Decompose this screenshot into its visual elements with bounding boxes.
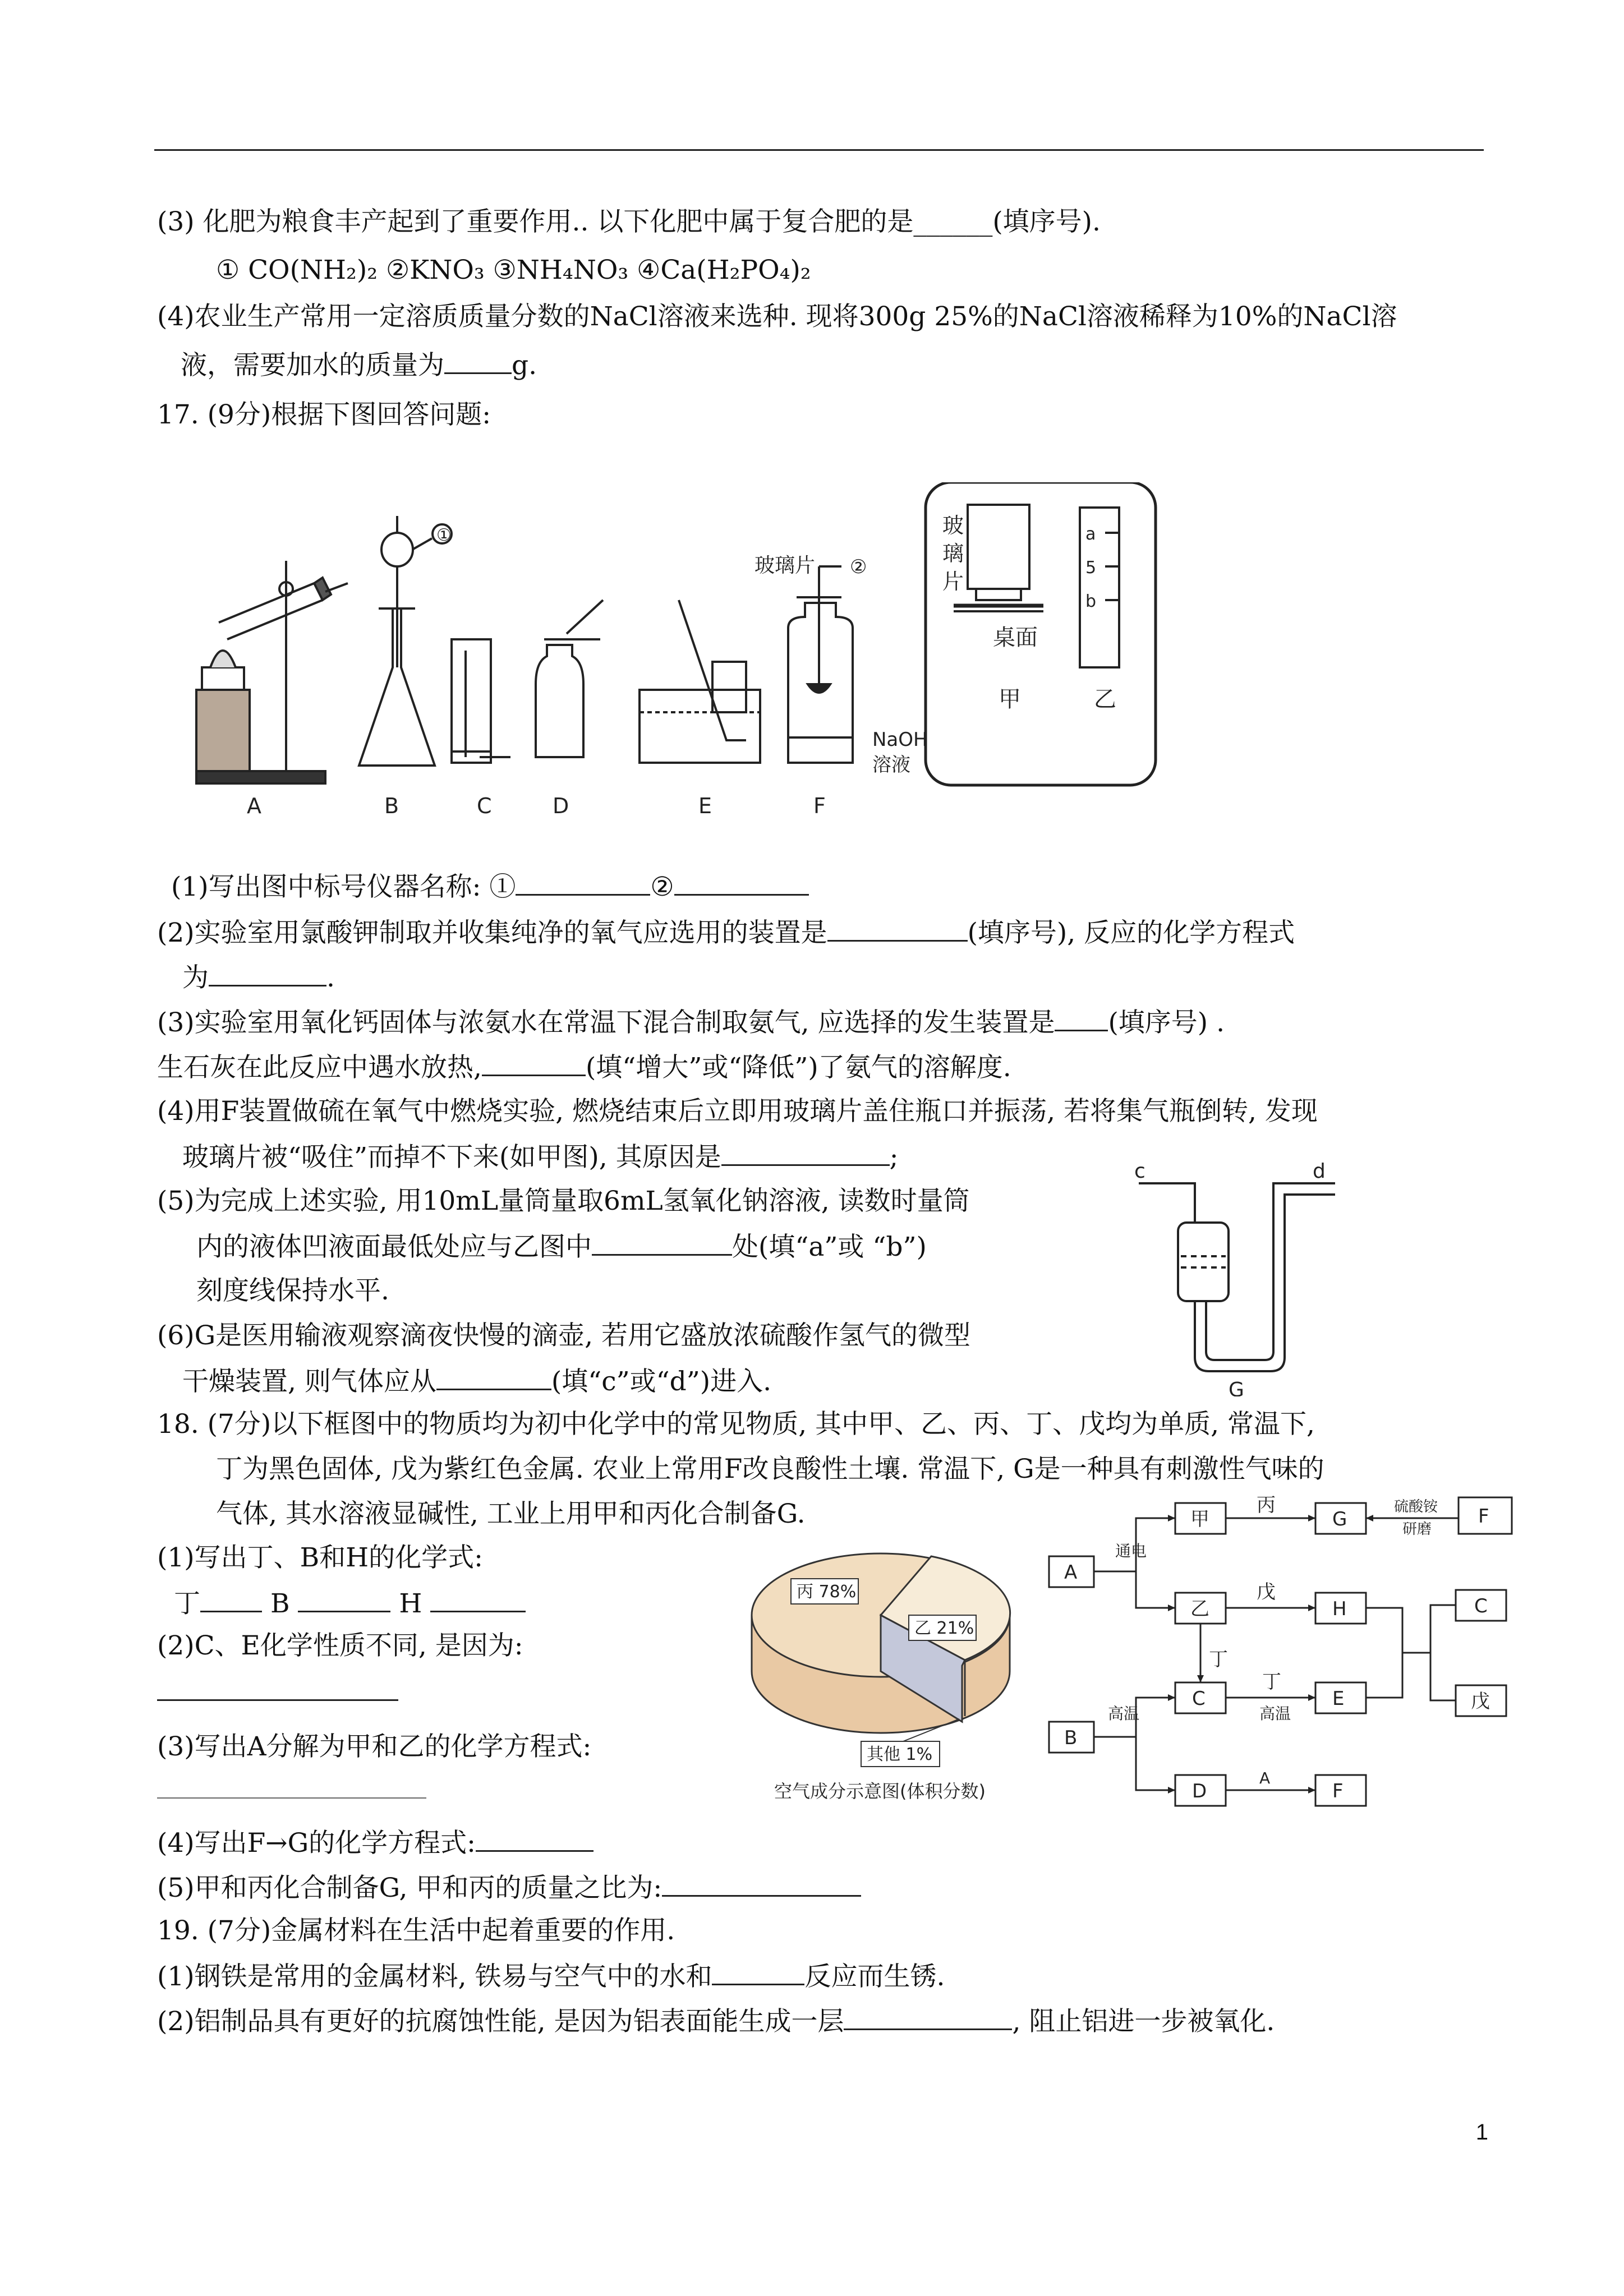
flow-wu-box: 戊 — [1471, 1690, 1490, 1713]
label-naoh: NaOH — [872, 729, 928, 751]
scale-b: b — [1085, 592, 1097, 611]
q18-p3: (3)写出A分解为甲和乙的化学方程式: — [157, 1731, 592, 1762]
q18-p5: (5)甲和丙化合制备G, 甲和丙的质量之比为: — [157, 1870, 861, 1905]
label-desk: 桌面 — [993, 625, 1038, 651]
q18-header-line2: 丁为黑色固体, 戊为紫红色金属. 农业上常用F改良酸性土壤. 常温下, G是一种具有刺激性气味的 — [216, 1454, 1324, 1484]
q18-p2-blank — [157, 1699, 398, 1701]
q17-p4-line2: 玻璃片被“吸住”而掉不下来(如甲图), 其原因是 ; — [182, 1140, 898, 1174]
flow-label-tongdian: 通电 — [1115, 1542, 1147, 1560]
q18-p2: (2)C、E化学性质不同, 是因为: — [157, 1630, 523, 1661]
label-C: C — [477, 794, 492, 818]
flow-label-liusuan: 硫酸铵 — [1394, 1499, 1438, 1515]
mark-2: ② — [850, 556, 867, 578]
q18-p1-blanks: 丁 B H — [174, 1586, 526, 1621]
lab-apparatus-figure — [185, 482, 1195, 830]
pie-label-other: 其他 1% — [867, 1745, 933, 1764]
pie-label-bing: 丙 78% — [797, 1582, 857, 1602]
pie-caption: 空气成分示意图(体积分数) — [774, 1781, 986, 1802]
label-A: A — [247, 794, 261, 818]
q19-header: 19. (7分)金属材料在生活中起着重要的作用. — [157, 1915, 675, 1946]
flow-E: E — [1332, 1688, 1345, 1710]
label-glass-side-1: 玻 — [942, 513, 964, 538]
q16-p3: (3) 化肥为粮食丰产起到了重要作用.. 以下化肥中属于复合肥的是______(填序号). — [157, 206, 1101, 237]
q18-p3-blank — [157, 1797, 426, 1799]
flow-label-bing: 丙 — [1257, 1494, 1276, 1516]
label-jia: 甲 — [999, 686, 1021, 712]
label-yi: 乙 — [1094, 686, 1116, 712]
q17-p6-line2: 干燥装置, 则气体应从 (填“c”或“d”)进入. — [182, 1364, 771, 1399]
q17-p5-line3: 刻度线保持水平. — [196, 1275, 389, 1306]
label-glass-top: 玻璃片 — [755, 554, 816, 577]
q17-p6-line1: (6)G是医用输液观察滴夜快慢的滴壶, 若用它盛放浓硫酸作氢气的微型 — [157, 1320, 970, 1351]
q18-header-line1: 18. (7分)以下框图中的物质均为初中化学中的常见物质, 其中甲、乙、丙、丁、戊均为单质, 常温下, — [157, 1409, 1315, 1440]
q17-p2-line1: (2)实验室用氯酸钾制取并收集纯净的氧气应选用的装置是 (填序号), 反应的化学方程式 — [157, 915, 1295, 950]
flow-label-ding2: 丁 — [1262, 1671, 1281, 1693]
q18-p4: (4)写出F→G的化学方程式: — [157, 1825, 594, 1860]
q19-p1: (1)钢铁是常用的金属材料, 铁易与空气中的水和 反应而生锈. — [157, 1959, 945, 1994]
flow-F-top: F — [1478, 1505, 1489, 1528]
air-composition-pie — [740, 1525, 1021, 1834]
label-B: B — [384, 794, 399, 818]
q17-p3-line2: 生石灰在此反应中遇水放热, (填“增大”或“降低”)了氨气的溶解度. — [157, 1050, 1011, 1085]
label-E: E — [698, 794, 712, 818]
q18-header-line3: 气体, 其水溶液显碱性, 工业上用甲和丙化合制备G. — [216, 1499, 806, 1529]
scale-5: 5 — [1085, 558, 1097, 578]
label-d: d — [1313, 1161, 1326, 1183]
flow-C-right: C — [1474, 1595, 1488, 1617]
q17-p3-line1: (3)实验室用氧化钙固体与浓氨水在常温下混合制取氨气, 应选择的发生装置是 (填序号) . — [157, 1005, 1225, 1040]
flow-A: A — [1064, 1561, 1078, 1584]
q16-p4-line1: (4)农业生产常用一定溶质质量分数的NaCl溶液来选种. 现将300g 25%的NaCl溶液稀释为10%的NaCl溶 — [157, 301, 1397, 332]
flow-label-gaowen: 高温 — [1108, 1704, 1140, 1723]
label-c: c — [1134, 1161, 1145, 1183]
header-rule — [154, 149, 1484, 151]
label-D: D — [553, 794, 569, 818]
q17-p2-line2: 为 . — [182, 960, 335, 995]
q19-p2: (2)铝制品具有更好的抗腐蚀性能, 是因为铝表面能生成一层 , 阻止铝进一步被氧化. — [157, 2004, 1275, 2039]
flow-jia: 甲 — [1190, 1508, 1209, 1530]
label-F: F — [813, 794, 826, 818]
q17-header: 17. (9分)根据下图回答问题: — [157, 399, 491, 430]
flow-B: B — [1064, 1727, 1078, 1749]
q18-p1: (1)写出丁、B和H的化学式: — [157, 1542, 483, 1573]
flow-F-bottom: F — [1332, 1780, 1344, 1802]
q17-p5-line1: (5)为完成上述实验, 用10mL量筒量取6mL氢氧化钠溶液, 读数时量筒 — [157, 1186, 970, 1216]
q17-p5-line2: 内的液体凹液面最低处应与乙图中 处(填“a”或 “b”) — [196, 1229, 927, 1264]
flow-D: D — [1192, 1780, 1207, 1802]
reaction-flowchart — [1043, 1492, 1565, 1834]
flow-label-yanmo: 研磨 — [1402, 1521, 1432, 1538]
page-number: 1 — [1475, 2120, 1488, 2145]
q17-p1: (1)写出图中标号仪器名称: ① ② — [171, 869, 809, 904]
flow-H: H — [1332, 1598, 1347, 1620]
label-glass-side-2: 璃 — [942, 541, 964, 566]
q17-p4-line1: (4)用F装置做硫在氧气中燃烧实验, 燃烧结束后立即用玻璃片盖住瓶口并振荡, 若将集气瓶倒转, 发现 — [157, 1096, 1318, 1127]
flow-G: G — [1332, 1508, 1347, 1530]
pie-label-yi: 乙 21% — [914, 1619, 974, 1638]
q16-p3-options: ① CO(NH₂)₂ ②KNO₃ ③NH₄NO₃ ④Ca(H₂PO₄)₂ — [216, 255, 811, 285]
q16-p4-line2: 液，需要加水的质量为 g. — [181, 348, 537, 382]
flow-label-wu: 戊 — [1257, 1581, 1276, 1603]
flow-label-ding: 丁 — [1209, 1648, 1228, 1671]
flow-C: C — [1192, 1688, 1206, 1710]
label-G: G — [1229, 1378, 1244, 1396]
flow-label-a: A — [1259, 1769, 1271, 1787]
drip-chamber-g-figure — [1128, 1161, 1363, 1396]
flow-label-gaowen2: 高温 — [1259, 1704, 1291, 1723]
label-solution: 溶液 — [872, 754, 910, 776]
mark-1: ① — [436, 525, 452, 545]
flow-yi: 乙 — [1190, 1598, 1209, 1620]
label-glass-side-3: 片 — [942, 569, 964, 594]
scale-a: a — [1085, 524, 1096, 544]
